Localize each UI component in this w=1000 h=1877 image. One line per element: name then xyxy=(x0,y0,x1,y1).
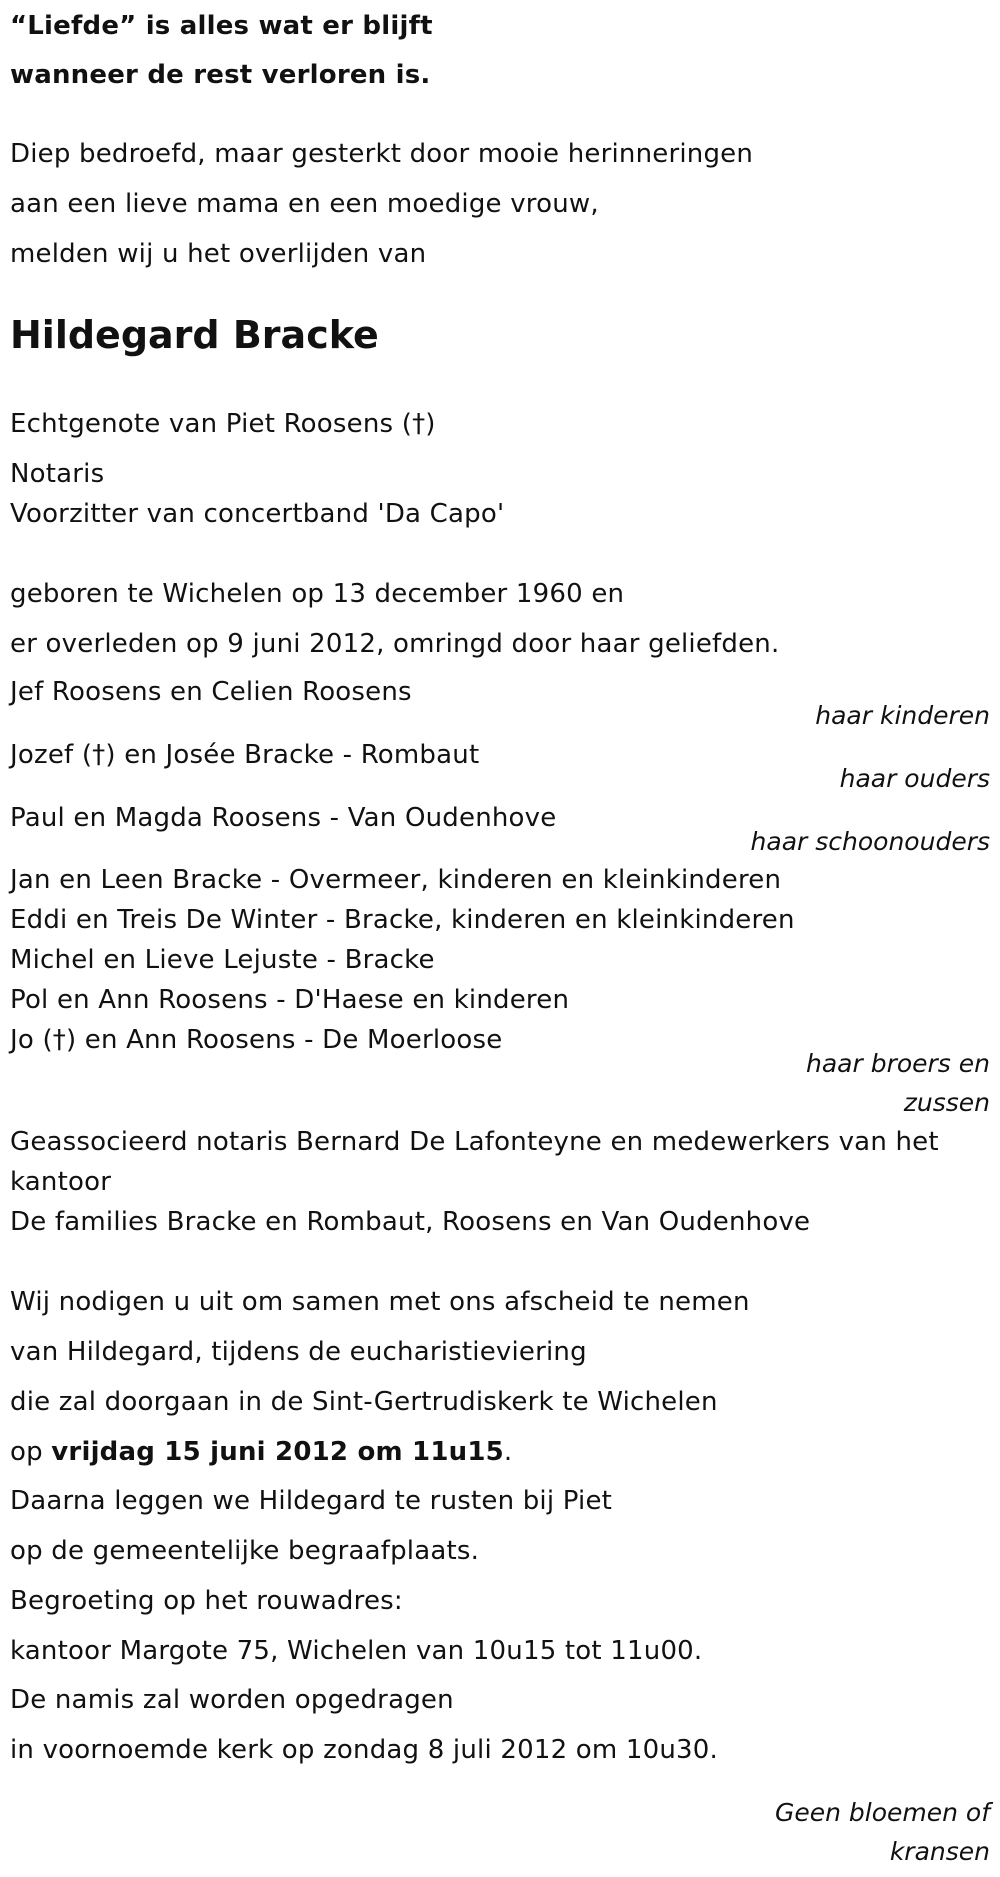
sibling-line-5: Jo (†) en Ann Roosens - De Moerloose xyxy=(10,1025,503,1055)
ceremony-line-5: Daarna leggen we Hildegard te rusten bij Piet xyxy=(10,1486,613,1516)
ceremony-line-1: Wij nodigen u uit om samen met ons afscheid te nemen xyxy=(10,1287,750,1317)
others-line-1: Geassocieerd notaris Bernard De Lafonteyne en medewerkers van het xyxy=(10,1127,939,1157)
sibling-line-4: Pol en Ann Roosens - D'Haese en kinderen xyxy=(10,985,570,1015)
ceremony-line-2: van Hildegard, tijdens de eucharistieviering xyxy=(10,1337,587,1367)
intro-line-2: aan een lieve mama en een moedige vrouw, xyxy=(10,189,599,219)
spouse-line: Echtgenote van Piet Roosens (†) xyxy=(10,409,436,439)
role-line: Voorzitter van concertband 'Da Capo' xyxy=(10,499,505,529)
birth-line: geboren te Wichelen op 13 december 1960 en xyxy=(10,579,625,609)
sibling-line-2: Eddi en Treis De Winter - Bracke, kinderen en kleinkinderen xyxy=(10,905,795,935)
others-line-2: kantoor xyxy=(10,1167,112,1197)
ceremony-date: vrijdag 15 juni 2012 om 11u15 xyxy=(51,1437,504,1467)
sibling-line-1: Jan en Leen Bracke - Overmeer, kinderen en kleinkinderen xyxy=(10,865,782,895)
ceremony-line-7: Begroeting op het rouwadres: xyxy=(10,1586,403,1616)
parents-names: Jozef (†) en Josée Bracke - Rombaut xyxy=(10,740,480,770)
in-laws-label: haar schoonouders xyxy=(750,827,990,856)
occupation-line: Notaris xyxy=(10,459,105,489)
ceremony-date-line xyxy=(10,1432,512,1472)
siblings-label-line-2: zussen xyxy=(903,1088,990,1117)
parents-label: haar ouders xyxy=(839,764,990,793)
death-line: er overleden op 9 juni 2012, omringd door haar geliefden. xyxy=(10,629,780,659)
in-laws-names: Paul en Magda Roosens - Van Oudenhove xyxy=(10,803,557,833)
motto-line-1: “Liefde” is alles wat er blijft xyxy=(10,11,433,41)
siblings-label-line-1: haar broers en xyxy=(805,1049,990,1078)
motto-line-2: wanneer de rest verloren is. xyxy=(10,60,431,90)
ceremony-date-prefix: op xyxy=(10,1437,52,1467)
ceremony-line-3: die zal doorgaan in de Sint-Gertrudiskerk te Wichelen xyxy=(10,1387,718,1417)
intro-line-3: melden wij u het overlijden van xyxy=(10,239,427,269)
deceased-name: Hildegard Bracke xyxy=(10,313,379,357)
ceremony-line-10: in voornoemde kerk op zondag 8 juli 2012 om 10u30. xyxy=(10,1735,718,1765)
children-names: Jef Roosens en Celien Roosens xyxy=(10,677,412,707)
ceremony-line-8: kantoor Margote 75, Wichelen van 10u15 tot 11u00. xyxy=(10,1636,703,1666)
intro-line-1: Diep bedroefd, maar gesterkt door mooie herinneringen xyxy=(10,139,754,169)
ceremony-line-9: De namis zal worden opgedragen xyxy=(10,1685,454,1715)
others-line-3: De families Bracke en Rombaut, Roosens en Van Oudenhove xyxy=(10,1207,811,1237)
closing-line-2: kransen xyxy=(889,1837,990,1866)
ceremony-line-6: op de gemeentelijke begraafplaats. xyxy=(10,1536,480,1566)
ceremony-date-suffix: . xyxy=(503,1437,513,1467)
sibling-line-3: Michel en Lieve Lejuste - Bracke xyxy=(10,945,435,975)
children-label: haar kinderen xyxy=(815,701,990,730)
closing-line-1: Geen bloemen of xyxy=(774,1798,990,1827)
